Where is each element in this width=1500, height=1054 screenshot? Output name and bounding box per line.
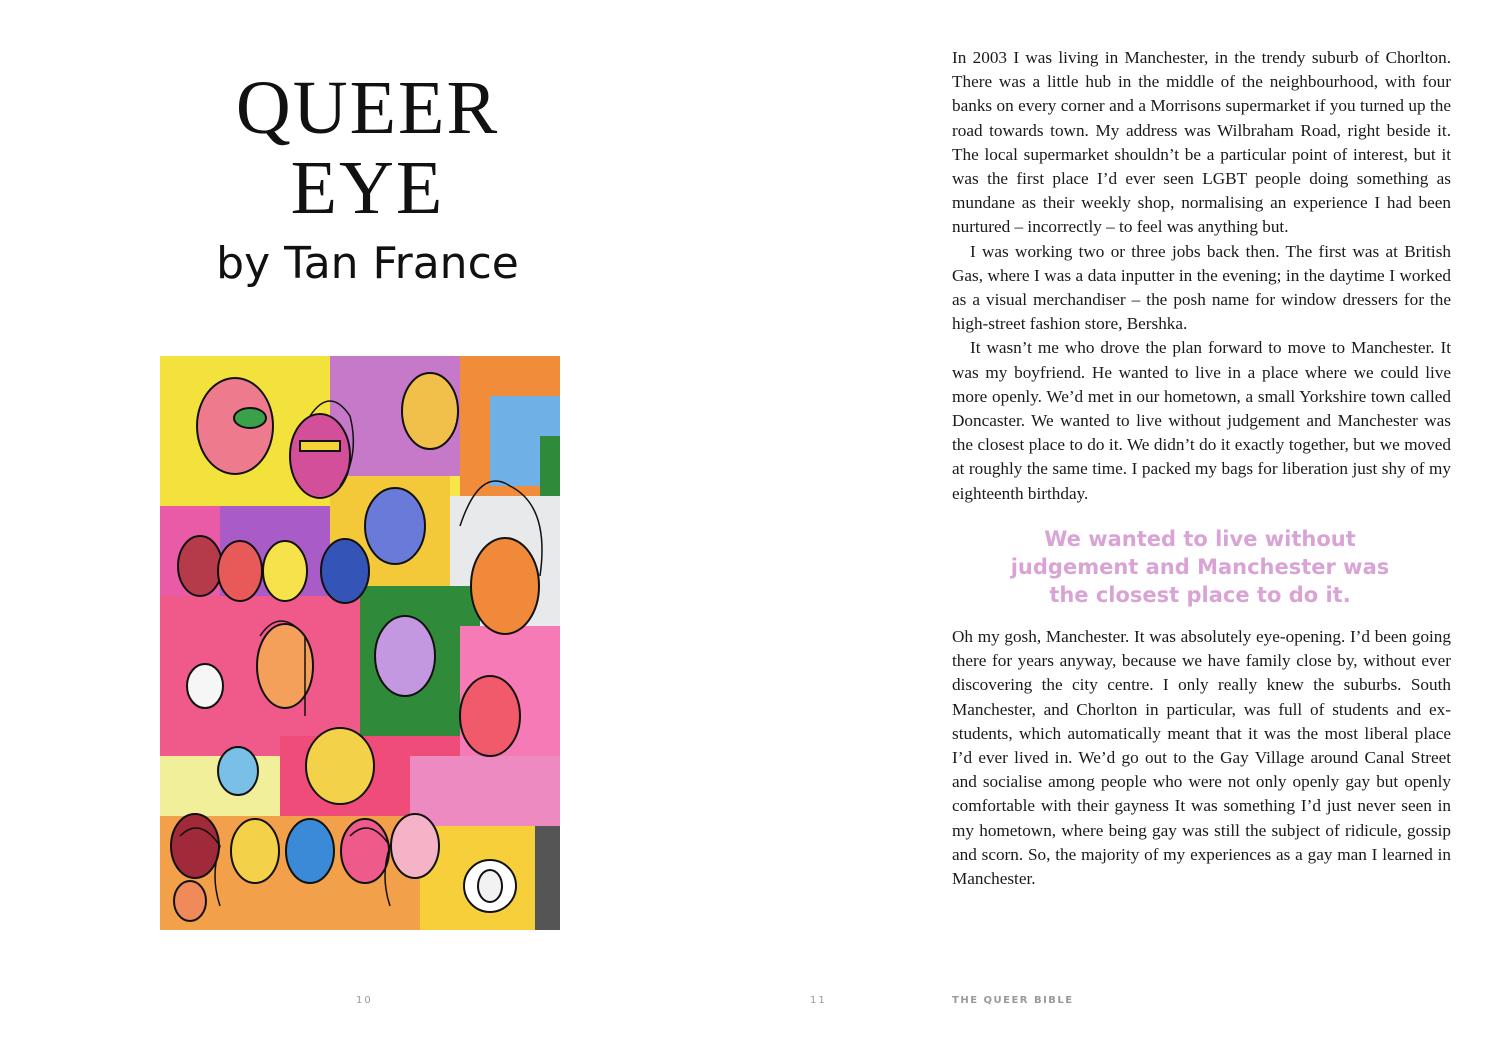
paragraph-1: In 2003 I was living in Manchester, in the trendy suburb of Chorlton. There was a little hub in the middle of the neighbourhood, with four banks on every corner and a Morrisons supermarket if you turned up the road towards town. My address was Wilbraham Road, right beside it. The local supermarket shouldn’t be a particular point of interest, but it was the first place I’d ever seen LGBT people doing something as mundane as their weekly shop, normalising an experience I had been nurtured – incorrectly – to feel was anything but. xyxy=(952,48,1451,237)
page-number-right: 11 xyxy=(810,995,827,1006)
chapter-title-line-2: EYE xyxy=(290,146,445,230)
pull-quote-line-1: We wanted to live without xyxy=(1044,527,1356,551)
pull-quote-line-2: judgement and Manchester was xyxy=(1010,555,1390,579)
body-text-bottom xyxy=(952,625,1451,891)
chapter-title-line-1: QUEER xyxy=(235,66,500,150)
paragraph-2: I was working two or three jobs back then. The first was at British Gas, where I was a data inputter in the evening; in the daytime I worked as a visual merchandiser – the posh name for window dressers for the high-street fashion store, Bershka. xyxy=(952,241,1451,334)
running-head: THE QUEER BIBLE xyxy=(952,995,1074,1006)
collage-illustration xyxy=(160,356,560,930)
body-text-top xyxy=(952,46,1451,506)
collage-illustration-art xyxy=(160,356,560,930)
pull-quote xyxy=(1010,525,1390,609)
chapter-byline: by Tan France xyxy=(216,238,519,289)
pull-quote-line-3: the closest place to do it. xyxy=(1049,583,1351,607)
chapter-title xyxy=(140,68,595,228)
paragraph-3: It wasn’t me who drove the plan forward to move to Manchester. It was my boyfriend. He wanted to live in a place where we could live more openly. We’d met in our hometown, a small Yorkshire town called Doncaster. We wanted to live without judgement and Manchester was the closest place to do it. We didn’t do it exactly together, but we moved at roughly the same time. I packed my bags for liberation just shy of my eighteenth birthday. xyxy=(952,338,1451,503)
page-number-left: 10 xyxy=(356,995,373,1006)
paragraph-4: Oh my gosh, Manchester. It was absolutely eye-opening. I’d been going there for years anyway, because we have family close by, without ever discovering the city centre. I only really knew the suburbs. South Manchester, and Chorlton in particular, was full of students and ex-students, which automatically meant that it was the most liberal place I’d ever lived in. We’d go out to the Gay Village around Canal Street and socialise among people who were not only openly gay but openly comfortable with their gayness It was something I’d just never seen in my hometown, where being gay was still the subject of ridicule, gossip and scorn. So, the majority of my experiences as a gay man I learned in Manchester. xyxy=(952,627,1451,889)
